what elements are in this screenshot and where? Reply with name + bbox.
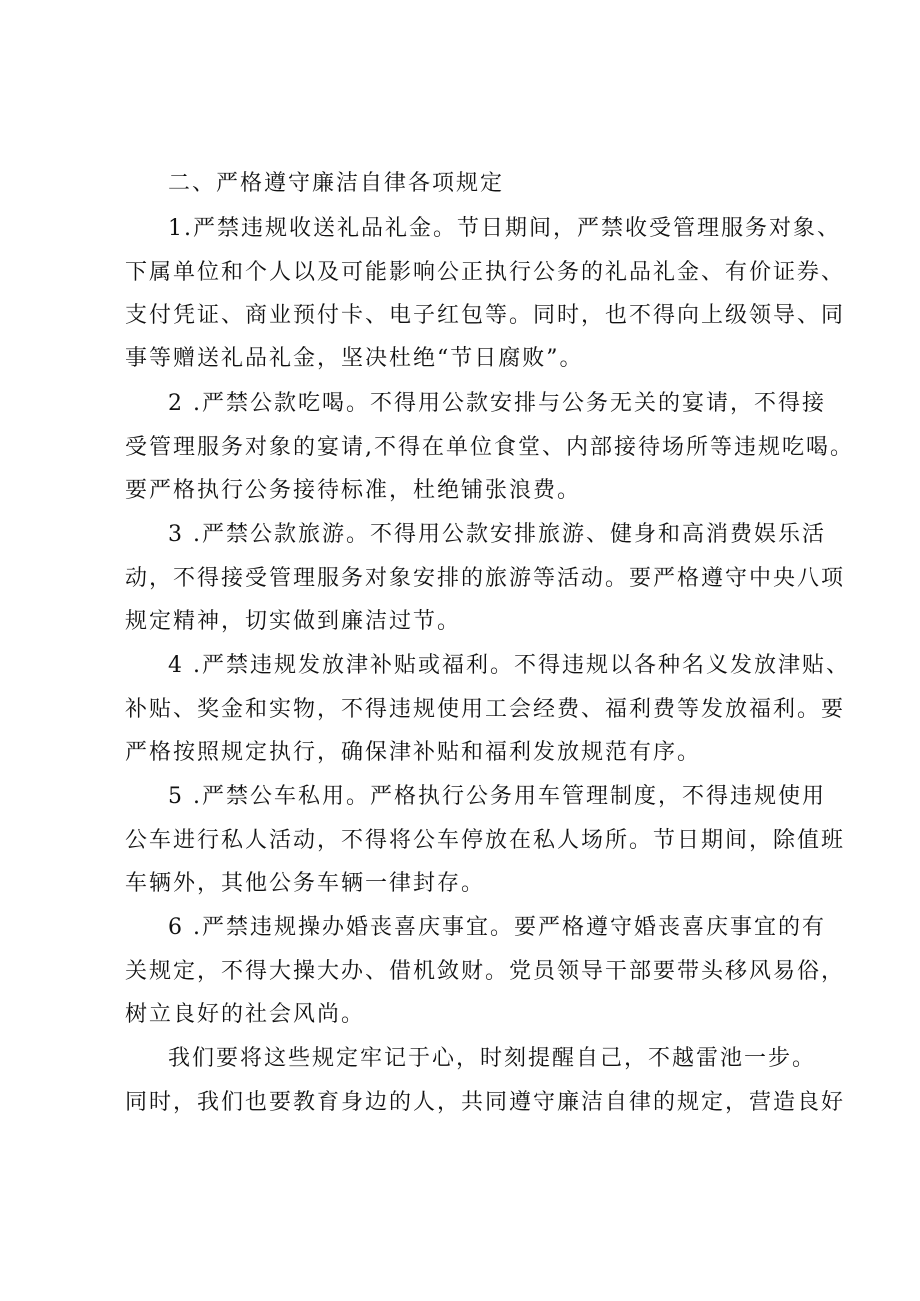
paragraph-line: 车辆外，其他公务车辆一律封存。 [125, 871, 486, 896]
section-heading: 二、严格遵守廉洁自律各项规定 [168, 171, 505, 196]
paragraph-line: 同时，我们也要教育身边的人，共同遵守廉洁自律的规定，营造良好 [125, 1090, 846, 1115]
paragraph-line: 要严格执行公务接待标准，杜绝铺张浪费。 [125, 478, 582, 503]
paragraph-line: 2 .严禁公款吃喝。不得用公款安排与公务无关的宴请，不得接 [168, 391, 826, 416]
paragraph-line: 5 .严禁公车私用。严格执行公务用车管理制度，不得违规使用 [168, 784, 826, 809]
paragraph-line: 动，不得接受管理服务对象安排的旅游等活动。要严格遵守中央八项 [125, 566, 846, 591]
paragraph-line: 受管理服务对象的宴请,不得在单位食堂、内部接待场所等违规吃喝。 [125, 435, 854, 460]
paragraph-line: 1.严禁违规收送礼品礼金。节日期间，严禁收受管理服务对象、 [168, 216, 841, 241]
paragraph-line: 下属单位和个人以及可能影响公正执行公务的礼品礼金、有价证券、 [125, 260, 846, 285]
paragraph-line: 规定精神，切实做到廉洁过节。 [125, 609, 462, 634]
paragraph-line: 事等赠送礼品礼金，坚决杜绝“节日腐败”。 [125, 346, 584, 371]
paragraph-line: 6 .严禁违规操办婚丧喜庆事宜。要严格遵守婚丧喜庆事宜的有 [168, 915, 826, 940]
paragraph-line: 关规定，不得大操大办、借机敛财。党员领导干部要带头移风易俗， [125, 959, 846, 984]
paragraph-line: 补贴、奖金和实物，不得违规使用工会经费、福利费等发放福利。要 [125, 697, 846, 722]
paragraph-line: 公车进行私人活动，不得将公车停放在私人场所。节日期间，除值班 [125, 828, 846, 853]
paragraph-line: 严格按照规定执行，确保津补贴和福利发放规范有序。 [125, 740, 702, 765]
paragraph-line: 4 .严禁违规发放津补贴或福利。不得违规以各种名义发放津贴、 [168, 653, 850, 678]
paragraph-line: 我们要将这些规定牢记于心，时刻提醒自己，不越雷池一步。 [168, 1046, 817, 1071]
paragraph-line: 支付凭证、商业预付卡、电子红包等。同时，也不得向上级领导、同 [125, 303, 846, 328]
paragraph-line: 树立良好的社会风尚。 [125, 1002, 366, 1027]
paragraph-line: 3 .严禁公款旅游。不得用公款安排旅游、健身和高消费娱乐活 [168, 522, 826, 547]
